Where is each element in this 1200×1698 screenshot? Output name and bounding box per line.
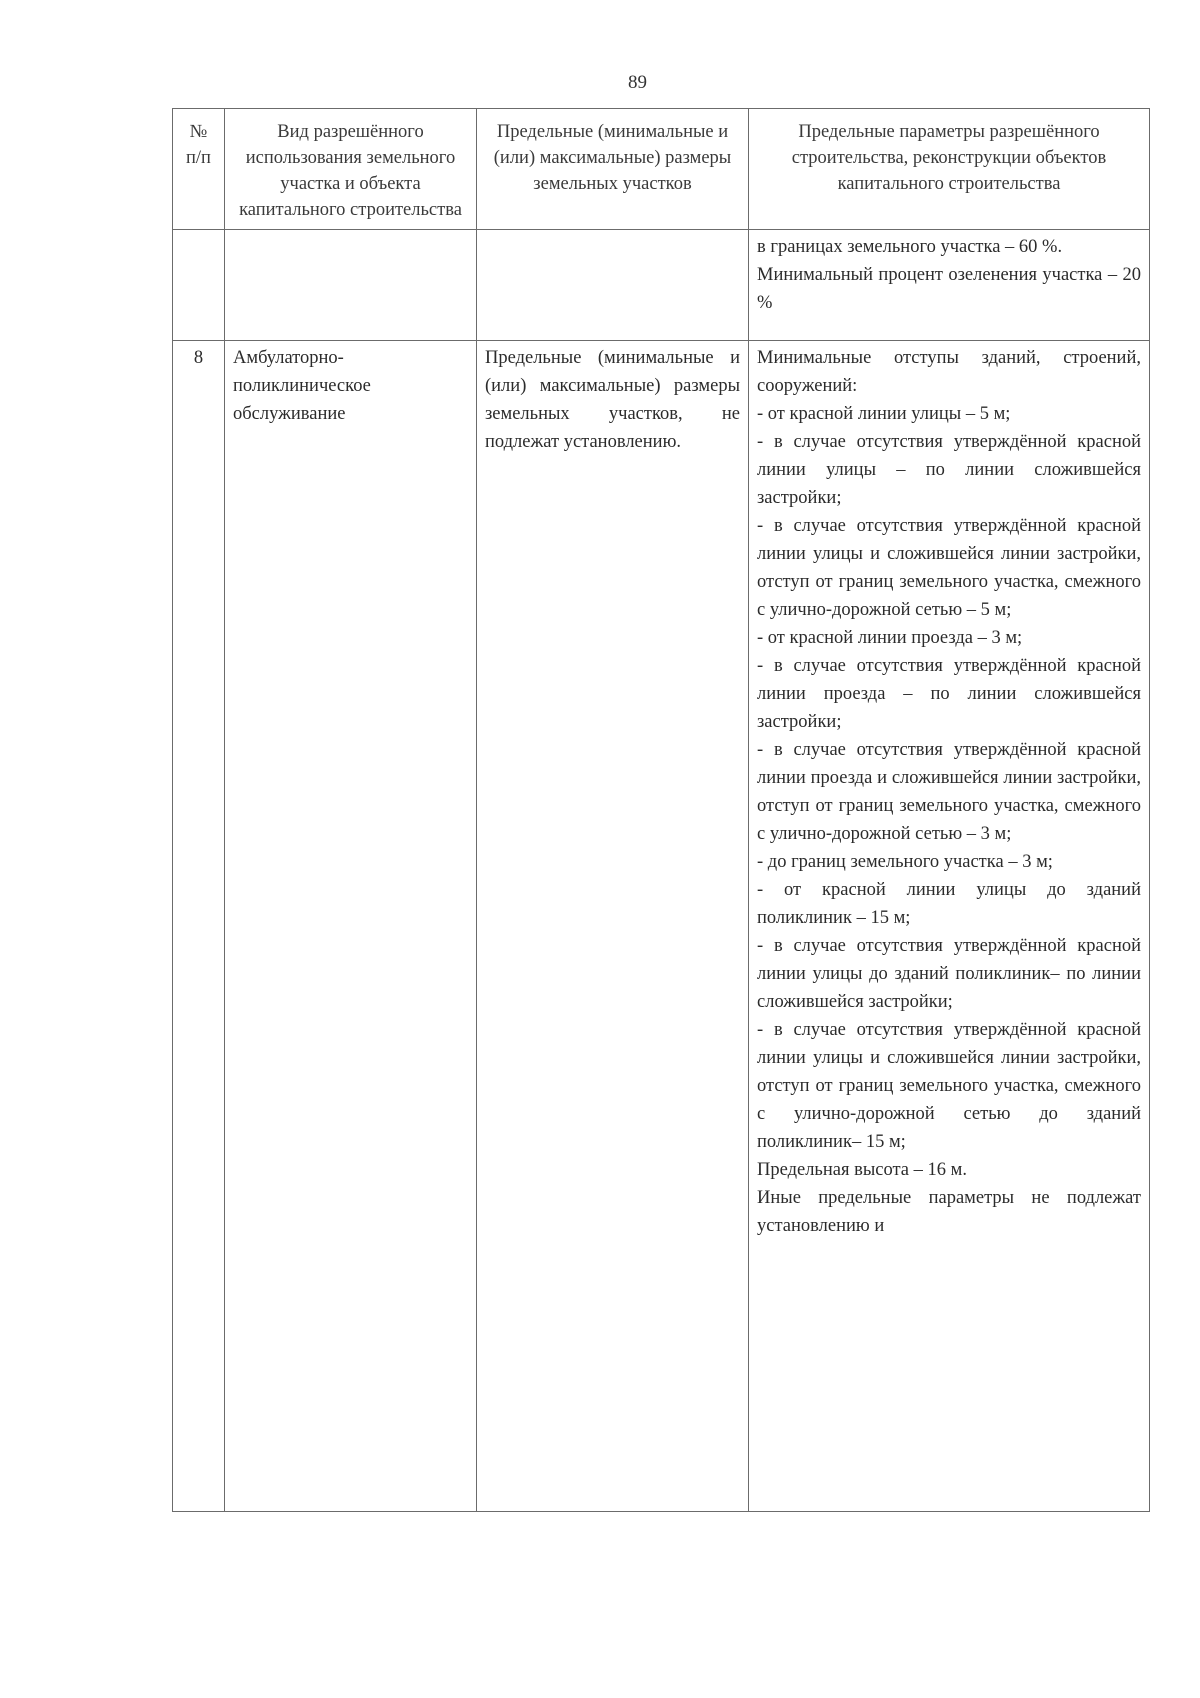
header-plot-sizes: Предельные (минимальные и (или) максимальные) размеры земельных участков xyxy=(477,109,749,230)
parameter-line: - в случае отсутствия утверждённой красной линии улицы и сложившейся линии застройки, отступ от границ земельного участка, смежного с улично-дорожной сетью – 5 м; xyxy=(757,516,1141,620)
table-row xyxy=(173,230,1150,341)
parameter-line: Иные предельные параметры не подлежат установлению и xyxy=(757,1188,1141,1236)
parameter-line: - в случае отсутствия утверждённой красной линии проезда и сложившейся линии застройки, отступ от границ земельного участка, смежного с улично-дорожной сетью – 3 м; xyxy=(757,740,1141,844)
table-header-row xyxy=(173,109,1150,230)
row-plot-sizes xyxy=(477,230,749,341)
row-parameters xyxy=(749,230,1150,341)
parameter-line: в границах земельного участка – 60 %. xyxy=(757,237,1063,257)
regulations-table xyxy=(172,108,1150,1512)
row-number xyxy=(173,230,225,341)
parameter-line: Минимальные отступы зданий, строений, сооружений: xyxy=(757,348,1141,396)
row-parameters xyxy=(749,341,1150,1512)
row-number: 8 xyxy=(173,341,225,1512)
table-row xyxy=(173,341,1150,1512)
parameter-line: - в случае отсутствия утверждённой красной линии улицы – по линии сложившейся застройки; xyxy=(757,432,1141,508)
row-use-type: Амбулаторно-поликлиническое обслуживание xyxy=(225,341,477,1512)
parameter-line: - до границ земельного участка – 3 м; xyxy=(757,852,1053,872)
parameter-line: - от красной линии улицы до зданий поликлиник – 15 м; xyxy=(757,880,1141,928)
page-number-text: 89 xyxy=(628,72,647,93)
parameter-line: - от красной линии проезда – 3 м; xyxy=(757,628,1023,648)
parameter-line: - от красной линии улицы – 5 м; xyxy=(757,404,1011,424)
parameter-line: - в случае отсутствия утверждённой красной линии проезда – по линии сложившейся застройки; xyxy=(757,656,1141,732)
parameter-line: Минимальный процент озеленения участка – 20 % xyxy=(757,265,1141,313)
header-parameters: Предельные параметры разрешённого строительства, реконструкции объектов капитального строительства xyxy=(749,109,1150,230)
row-plot-sizes: Предельные (минимальные и (или) максимальные) размеры земельных участков, не подлежат установлению. xyxy=(477,341,749,1512)
parameter-line: - в случае отсутствия утверждённой красной линии улицы и сложившейся линии застройки, отступ от границ земельного участка, смежного с улично-дорожной сетью до зданий поликлиник– 15 м; xyxy=(757,1020,1141,1152)
row-use-type xyxy=(225,230,477,341)
parameter-line: Предельная высота – 16 м. xyxy=(757,1160,967,1180)
header-use-type: Вид разрешённого использования земельного участка и объекта капитального строительства xyxy=(225,109,477,230)
header-number: № п/п xyxy=(173,109,225,230)
parameter-line: - в случае отсутствия утверждённой красной линии улицы до зданий поликлиник– по линии сложившейся застройки; xyxy=(757,936,1141,1012)
